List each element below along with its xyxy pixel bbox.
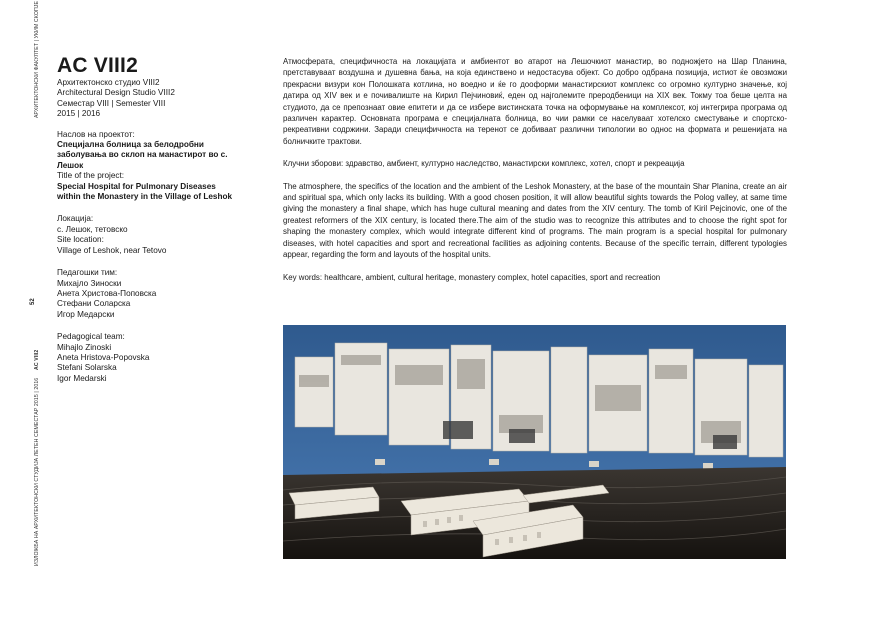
team-member-mk: Игор Медарски bbox=[57, 309, 115, 319]
team-member-mk: Стефани Соларска bbox=[57, 299, 131, 309]
team-member-en: Stefani Solarska bbox=[57, 363, 117, 373]
header-line: Семестар VIII | Semester VIII bbox=[57, 98, 166, 108]
faculty-vertical-label: АРХИТЕКТОНСКИ ФАКУЛТЕТ | УКИМ СКОПЈЕ bbox=[34, 0, 40, 118]
header-line: Архитектонско студио VIII2 bbox=[57, 78, 160, 87]
studio-vertical-label: AC VIII2 bbox=[34, 349, 40, 370]
studio-title: AC VIII2 bbox=[57, 54, 138, 77]
project-info-column bbox=[57, 55, 257, 384]
description-column bbox=[283, 56, 787, 283]
keywords-en: Key words: healthcare, ambient, cultural heritage, monastery complex, hotel capacities, sport and recreation bbox=[283, 272, 661, 282]
header-line: Architectural Design Studio VIII2 bbox=[57, 88, 175, 98]
location-label-mk: Локација: bbox=[57, 214, 94, 224]
team-label-mk: Педагошки тим: bbox=[57, 268, 118, 278]
team-member-en: Mihajlo Zinoski bbox=[57, 342, 112, 352]
exhibition-photo-illustration bbox=[283, 325, 786, 559]
team-label-en: Pedagogical team: bbox=[57, 332, 125, 342]
project-title-label-en: Title of the project: bbox=[57, 171, 125, 181]
header-line: 2015 | 2016 bbox=[57, 109, 101, 119]
description-en: The atmosphere, the specifics of the location and the ambient of the Leshok Monastery, at the base of the mountain Shar Planina, create an air and spiritual spa, which only lacks its building. With a good chosen position, it will allow beautiful sights towards the Polog valley, at same time giving the monastery a final shape, which has huge cultural meaning and dates from the XIV century. The tomb of Kiril Pejcinovic, one of the greatest reformers of the XIX century, is located there.The aim of the studio was to recognize this attributes and to choose the right spot for shaping the monastery complex, which would integrate different kind of programs. The main program is a special hospital for pulmonary diseases, with hotel capacities and sport and recreational facilities as adjoining contents. Because of the specific terrain, different typologies appear, regarding the form and layouts of the hospital units. bbox=[283, 181, 787, 260]
team-member-mk: Михајло Зиноски bbox=[57, 278, 122, 288]
exhibition-vertical-label: ИЗЛОЖБА НА АРХИТЕКТОНСКИ СТУДИЈА ЛЕТЕН СЕМЕСТАР 2015 | 2016 bbox=[34, 377, 40, 566]
project-title-en: Special Hospital for Pulmonary Diseases within the Monastery in the Village of Leshok bbox=[57, 181, 232, 202]
location-value-mk: с. Лешок, тетовско bbox=[57, 224, 128, 234]
project-title-mk: Специјална болница за белодробни заболувања во склоп на манастирот во с. Лешок bbox=[57, 140, 228, 170]
team-member-mk: Анета Христова-Поповска bbox=[57, 288, 157, 298]
team-member-en: Igor Medarski bbox=[57, 373, 107, 383]
location-label-en: Site location: bbox=[57, 235, 104, 245]
description-mk: Атмосферата, специфичноста на локацијата и амбиентот во атарот на Лешочкиот манастир, во подножјето на Шар Планина, претставуваат воздушна и душевна бања, на која единствено и недостасува објект. Со добро одбрана позиција, истиот ќе овозможи прекрасни визури кон Полошката котлина, но воедно и ќе го дооформи манастирскиот комплекс со огромно културно значење, кој датира од XIV век и е почивалиште на Кирил Пејчиновиќ, еден од најголемите преродбеници на XIX век. Токму тоа беше целта на студиото, да се препознаат овие епитети и да се избере вистинската точка на оформување на комплексот, кој интегрира програма од различен карактер. Основната програма е специјалната болница, во чии рамки се населуваат хотелско сместување и спортско-рекреативни содржини. Заради специфичноста на теренот се добиваат различни типологии во однос на формата и решенијата на болничките трактови. bbox=[283, 57, 787, 146]
keywords-mk: Клучни зборови: здравство, амбиент, културно наследство, манастирски комплекс, хотел, спорт и рекреација bbox=[283, 159, 685, 169]
exhibition-photo bbox=[283, 325, 786, 559]
project-title-label-mk: Наслов на проектот: bbox=[57, 129, 135, 139]
page-number: 52 bbox=[30, 298, 36, 305]
team-member-en: Aneta Hristova-Popovska bbox=[57, 352, 150, 362]
location-value-en: Village of Leshok, near Tetovo bbox=[57, 245, 167, 255]
